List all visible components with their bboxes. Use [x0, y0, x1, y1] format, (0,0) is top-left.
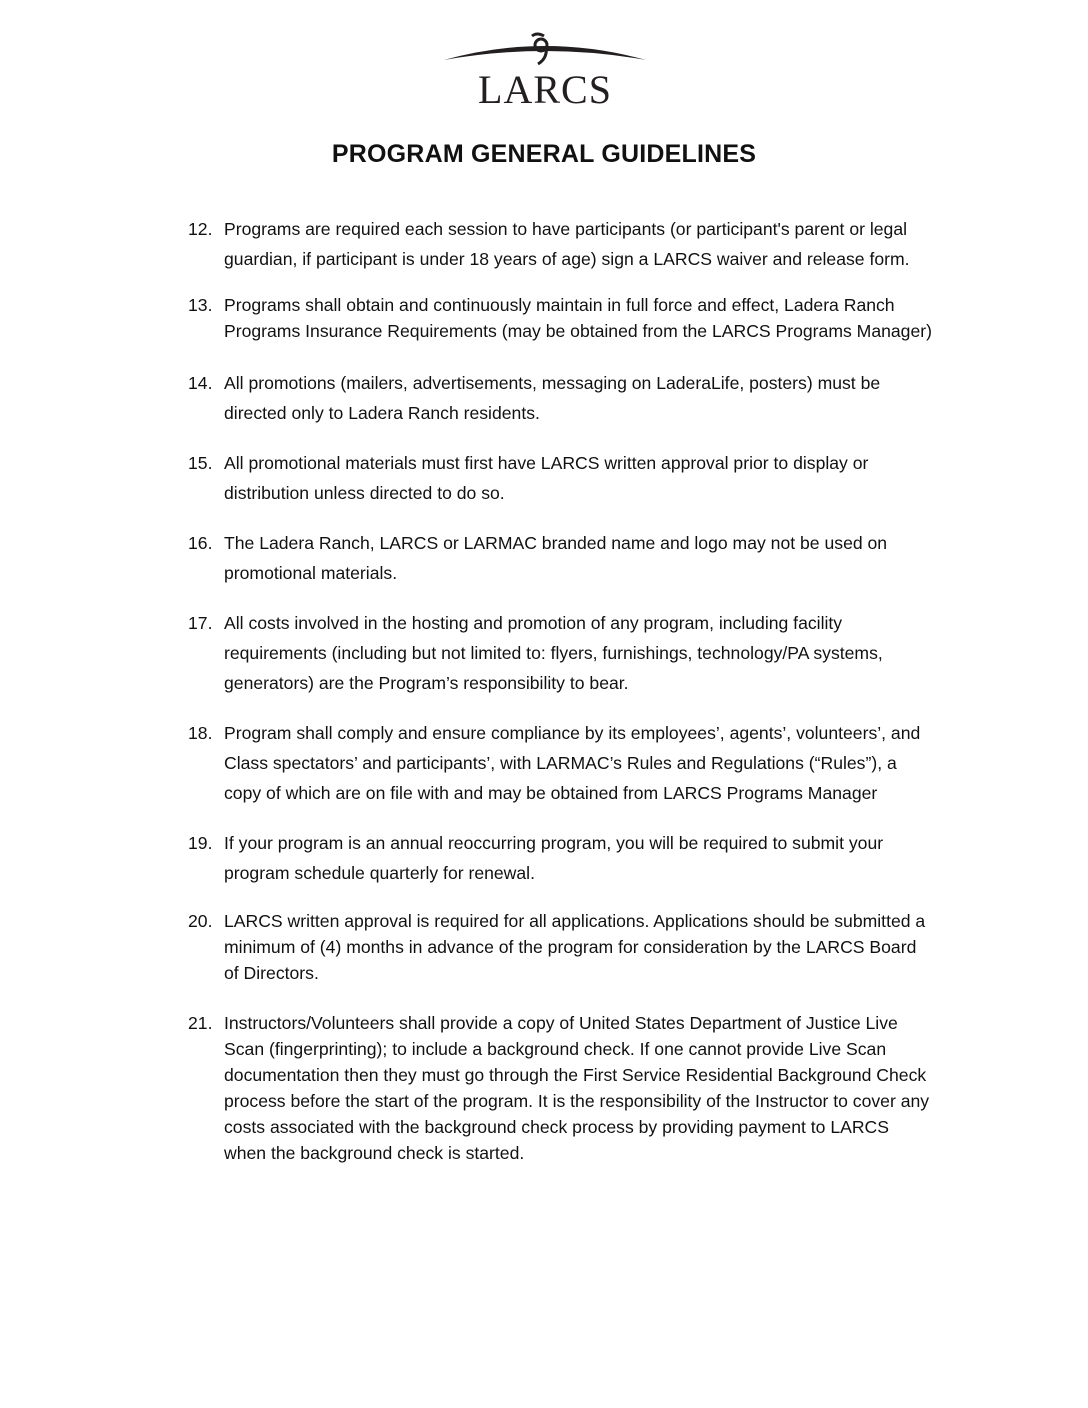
- guideline-item: [188, 214, 933, 274]
- guideline-number: 13.: [188, 295, 213, 315]
- guideline-number: 12.: [188, 219, 213, 239]
- guideline-text: All promotional materials must first have LARCS written approval prior to display or distribution unless directed to do so.: [224, 453, 869, 503]
- guideline-item: [188, 368, 933, 428]
- guideline-number: 16.: [188, 533, 213, 553]
- guideline-item: [188, 292, 933, 344]
- guideline-text: All costs involved in the hosting and promotion of any program, including facility requirements (including but not limited to: flyers, furnishings, technology/PA systems, generators) are the Program’s responsibility to bear.: [224, 613, 883, 693]
- guidelines-list: [188, 214, 933, 1166]
- guideline-number: 15.: [188, 453, 213, 473]
- guideline-text: The Ladera Ranch, LARCS or LARMAC branded name and logo may not be used on promotional materials.: [224, 533, 888, 583]
- guideline-text: All promotions (mailers, advertisements, messaging on LaderaLife, posters) must be directed only to Ladera Ranch residents.: [224, 373, 881, 423]
- larcs-logo: [440, 30, 650, 112]
- guideline-item: [188, 528, 933, 588]
- guideline-number: 17.: [188, 613, 213, 633]
- guideline-text: Program shall comply and ensure compliance by its employees’, agents’, volunteers’, and Class spectators’ and participants’, with LARMAC’s Rules and Regulations (“Rules”), a copy of which are on file with and may be obtained from LARCS Programs Manager: [224, 723, 921, 803]
- guideline-text: Instructors/Volunteers shall provide a copy of United States Department of Justice Live Scan (fingerprinting); to include a background check. If one cannot provide Live Scan documentation then they must go through the First Service Residential Background Check process before the start of the program. It is the responsibility of the Instructor to cover any costs associated with the background check process by providing payment to LARCS when the background check is started.: [224, 1013, 930, 1163]
- guideline-number: 20.: [188, 911, 213, 931]
- guideline-item: [188, 1010, 933, 1166]
- guideline-item: [188, 908, 933, 986]
- guideline-item: [188, 448, 933, 508]
- guideline-item: [188, 608, 933, 698]
- guideline-text: LARCS written approval is required for all applications. Applications should be submitted a minimum of (4) months in advance of the program for consideration by the LARCS Board of Directors.: [224, 911, 926, 983]
- guideline-text: If your program is an annual reoccurring program, you will be required to submit your program schedule quarterly for renewal.: [224, 833, 884, 883]
- guideline-number: 19.: [188, 833, 213, 853]
- guideline-text: Programs shall obtain and continuously maintain in full force and effect, Ladera Ranch Programs Insurance Requirements (may be obtained from the LARCS Programs Manager): [224, 295, 932, 341]
- guideline-item: [188, 828, 933, 888]
- logo-text: LARCS: [478, 67, 612, 112]
- guideline-number: 18.: [188, 723, 213, 743]
- guideline-number: 21.: [188, 1013, 213, 1033]
- guideline-item: [188, 718, 933, 808]
- guideline-text: Programs are required each session to have participants (or participant's parent or legal guardian, if participant is under 18 years of age) sign a LARCS waiver and release form.: [224, 219, 910, 269]
- page-title: PROGRAM GENERAL GUIDELINES: [331, 140, 757, 168]
- guideline-number: 14.: [188, 373, 213, 393]
